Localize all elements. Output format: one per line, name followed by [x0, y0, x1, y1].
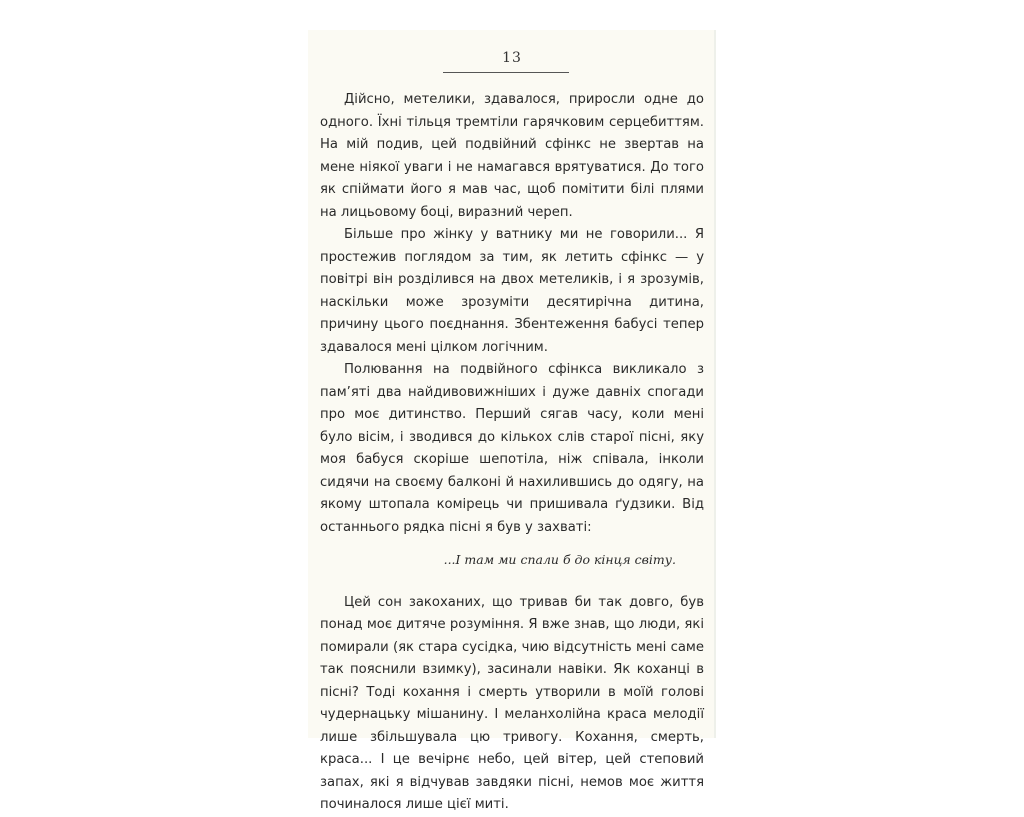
header-rule	[443, 72, 569, 73]
paragraph-4: Цей сон закоханих, що тривав би так довго, був понад моє дитяче розуміння. Я вже знав, що люди, які помирали (як стара сусідка, чию відсутність мені саме так пояснили взимку), засинали навіки. Як коханці в пісні? Тоді кохання і смерть утворили в моїй голові чудернацьку мішанину. І меланхолійна краса мелодії лише збільшувала цю тривогу. Кохання, смерть, краса... І це вечірнє небо, цей вітер, цей степовий запах, які я відчував завдяки пісні, немов моє життя починалося лише цієї миті.	[320, 594, 704, 812]
book-page	[308, 30, 716, 812]
song-quote: ...І там ми спали б до кінця світу.	[443, 552, 676, 567]
paragraph-2: Більше про жінку у ватнику ми не говорили... Я простежив поглядом за тим, як летить сфінкс — у повітрі він розділився на двох метеликів, і я зрозумів, наскільки може зрозуміти десятирічна дитина, причину цього поєднання. Збентеження бабусі тепер здавалося мені цілком логічним.	[320, 227, 704, 355]
paragraph-3: Полювання на подвійного сфінкса викликало з пам’яті два найдивовижніших і дуже давніх спогади про моє дитинство. Перший сягав часу, коли мені було вісім, і зводився до кількох слів старої пісні, яку моя бабуся скоріше шепотіла, ніж співала, інколи сидячи на своєму балконі й нахилившись до одягу, на якому штопала комірець чи пришивала ґудзики. Від останнього рядка пісні я був у захваті:	[320, 362, 704, 535]
body-text	[320, 89, 704, 817]
paragraph-1: Дійсно, метелики, здавалося, приросли одне до одного. Їхні тільця тремтіли гарячковим серцебиттям. На мій подив, цей подвійний сфінкс не звертав на мене ніякої уваги і не намагався врятуватися. До того як спіймати його я мав час, щоб помітити білі плями на лицьовому боці, виразний череп.	[320, 92, 704, 220]
page-number: 13	[502, 50, 522, 66]
